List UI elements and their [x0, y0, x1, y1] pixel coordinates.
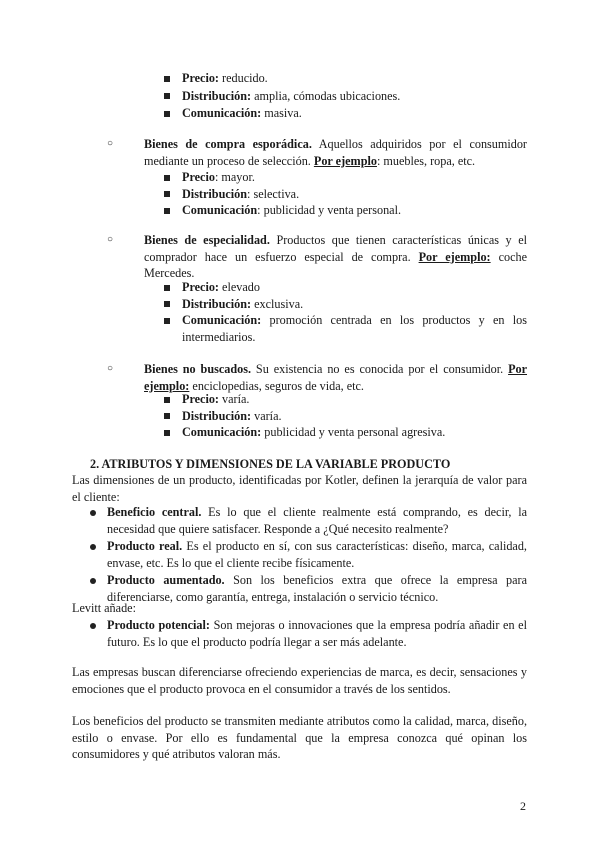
list-item: Precio: reducido.: [162, 70, 527, 87]
list-item: Comunicación: promoción centrada en los productos y en los intermediarios.: [162, 312, 527, 345]
list-item: Distribución: amplia, cómodas ubicaciones.: [162, 88, 527, 105]
list-item: Producto real. Es el producto en sí, con sus características: diseño, marca, calidad, envase, etc. Es lo que el cliente recibe físicamente.: [90, 538, 527, 571]
circle-bullet-icon: ○: [107, 234, 114, 245]
kotler-list: [90, 504, 527, 606]
no-buscados-sublist: [162, 391, 527, 441]
page-number: 2: [520, 799, 526, 813]
list-item: Distribución: exclusiva.: [162, 296, 527, 313]
especialidad-sublist: [162, 279, 527, 345]
section-heading: 2. ATRIBUTOS Y DIMENSIONES DE LA VARIABLE PRODUCTO: [90, 457, 451, 471]
circle-bullet-icon: ○: [107, 138, 114, 149]
item-bienes-esporadica: ○ Bienes de compra esporádica. Aquellos adquiridos por el consumidor mediante un proceso de selección. Por ejemplo: muebles, ropa, etc.: [107, 137, 527, 168]
list-item: Precio: varía.: [162, 391, 527, 408]
list-item: Comunicación: masiva.: [162, 105, 527, 122]
item-bienes-no-buscados: ○ Bienes no buscados. Su existencia no es conocida por el consumidor. Por ejemplo: enciclopedias, seguros de vida, etc.: [107, 362, 528, 393]
list-item: Comunicación: publicidad y venta personal.: [162, 202, 527, 219]
item-bienes-especialidad: ○ Bienes de especialidad. Productos que tienen características únicas y el comprador hace un esfuerzo especial de compra. Por ejemplo: coche Mercedes.: [107, 233, 527, 281]
list-a: [162, 70, 527, 122]
list-item: Distribución: selectiva.: [162, 186, 527, 203]
levitt-list: [90, 617, 527, 650]
esporadica-sublist: [162, 169, 527, 219]
list-item: Beneficio central. Es lo que el cliente realmente está comprando, es decir, la necesidad que quiere satisfacer. Responde a ¿Qué necesito realmente?: [90, 504, 527, 537]
list-item: Distribución: varía.: [162, 408, 527, 425]
list-item: Precio: elevado: [162, 279, 527, 296]
circle-bullet-icon: ○: [107, 363, 114, 374]
list-item: Producto aumentado. Son los beneficios extra que ofrece la empresa para diferenciarse, como garantía, entrega, instalación o servicio técnico.: [90, 572, 527, 605]
section-intro: Las dimensiones de un producto, identificadas por Kotler, definen la jerarquía de valor para el cliente:: [72, 473, 527, 504]
paragraph: Las empresas buscan diferenciarse ofreciendo experiencias de marca, es decir, sensaciones y emociones que el producto provoca en el consumidor a través de los sentidos.: [72, 665, 527, 696]
list-item: Comunicación: publicidad y venta personal agresiva.: [162, 424, 527, 441]
levitt-intro: Levitt añade:: [72, 601, 136, 615]
list-item: Precio: mayor.: [162, 169, 527, 186]
paragraph: Los beneficios del producto se transmiten mediante atributos como la calidad, marca, diseño, estilo o envase. Por ello es fundamental que la empresa conozca qué opinan los consumidores y qué atributos valoran más.: [72, 714, 527, 762]
list-item: Producto potencial: Son mejoras o innovaciones que la empresa podría añadir en el futuro. Es lo que el producto podría llegar a ser más adelante.: [90, 617, 527, 650]
